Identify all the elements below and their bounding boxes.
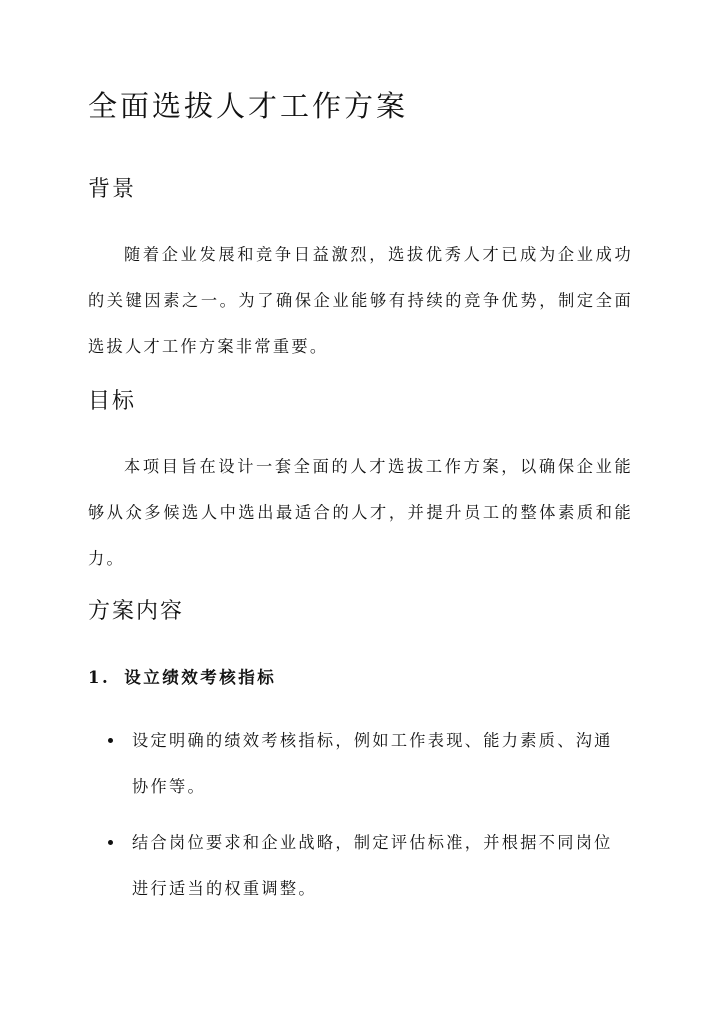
bullet-list — [104, 718, 624, 922]
section-heading-background: 背景 — [88, 177, 137, 202]
subsection-heading — [88, 662, 276, 694]
section-heading-goal: 目标 — [88, 389, 137, 414]
bullet-dot-icon — [108, 738, 113, 743]
section-paragraph-background: 随着企业发展和竞争日益激烈，选拔优秀人才已成为企业成功的关键因素之一。为了确保企业能够有持续的竞争优势，制定全面选拔人才工作方案非常重要。 — [88, 245, 633, 356]
subsection-number: 1. — [88, 668, 111, 687]
section-heading-plan-content: 方案内容 — [88, 599, 185, 624]
document-title: 全面选拔人才工作方案 — [88, 89, 409, 123]
list-item — [104, 820, 624, 912]
bullet-dot-icon — [108, 840, 113, 845]
subsection-title: 设立绩效考核指标 — [124, 668, 277, 687]
section-paragraph-goal: 本项目旨在设计一套全面的人才选拔工作方案，以确保企业能够从众多候选人中选出最适合的人才，并提升员工的整体素质和能力。 — [88, 457, 633, 568]
list-item-text: 设定明确的绩效考核指标，例如工作表现、能力素质、沟通协作等。 — [132, 731, 613, 796]
list-item — [104, 718, 624, 810]
list-item-text: 结合岗位要求和企业战略，制定评估标准，并根据不同岗位进行适当的权重调整。 — [132, 833, 613, 898]
